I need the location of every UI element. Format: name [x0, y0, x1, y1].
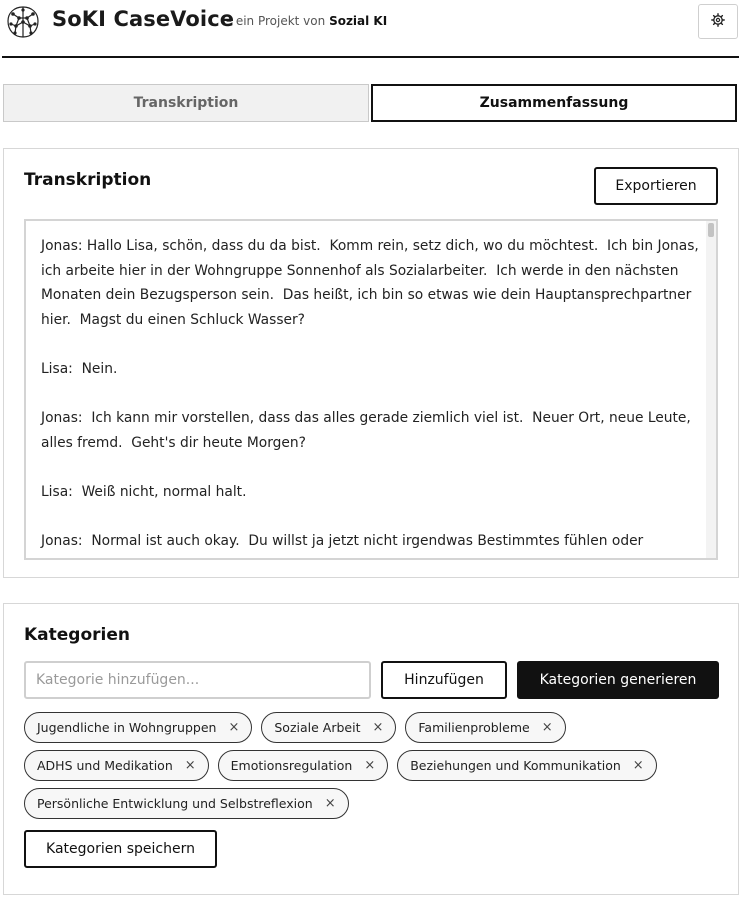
settings-button[interactable] [698, 4, 738, 39]
chip-label: ADHS und Medikation [37, 758, 173, 773]
category-chip [218, 750, 389, 781]
brain-network-icon [4, 4, 42, 40]
chip-label: Emotionsregulation [230, 758, 353, 773]
chip-row [24, 750, 724, 781]
remove-chip-icon[interactable]: × [632, 758, 644, 773]
remove-chip-icon[interactable]: × [228, 720, 240, 735]
app-subtitle [226, 14, 387, 28]
scrollbar-thumb[interactable] [708, 223, 714, 237]
chip-label: Beziehungen und Kommunikation [410, 758, 621, 773]
app-header [0, 0, 742, 58]
category-chip [261, 712, 396, 743]
category-chip [405, 712, 565, 743]
subtitle-prefix: – ein Projekt von [226, 14, 326, 28]
category-input[interactable] [24, 661, 371, 699]
transcript-title: Transkription [24, 170, 152, 190]
header-divider [2, 56, 739, 58]
transcript-text: Jonas: Hallo Lisa, schön, dass du da bist. Komm rein, setz dich, wo du möchtest. Ich bin Jonas, ich arbeite hier in der Wohngruppe Sonnenhof als Sozialarbeiter. Ich werde in den nächsten Monaten dein Bezugsperson sein. Das heißt, ich bin so etwas wie dein Hauptansprechpartner hier. Magst du einen Schluck Wasser? Lisa: Nein. Jonas: Ich kann mir vorstellen, dass das alles gerade ziemlich viel ist. Neuer Ort, neue Leute, alles fremd. Geht's dir heute Morgen? Lisa: Weiß nicht, normal halt. Jonas: Normal ist auch okay. Du willst ja jetzt nicht irgendwas Bestimmtes fühlen oder [41, 238, 699, 550]
generate-categories-button[interactable]: Kategorien generieren [517, 661, 719, 699]
chip-label: Familienprobleme [418, 720, 530, 735]
category-chip [24, 712, 252, 743]
remove-chip-icon[interactable]: × [324, 796, 336, 811]
add-category-button[interactable]: Hinzufügen [381, 661, 507, 699]
transcript-panel [3, 148, 739, 578]
transcript-scrollbar[interactable] [706, 221, 716, 558]
chip-label: Soziale Arbeit [274, 720, 361, 735]
categories-title: Kategorien [24, 625, 130, 645]
app-title: SoKI CaseVoice [52, 7, 235, 31]
tab-transkription[interactable]: Transkription [3, 84, 369, 122]
export-button[interactable]: Exportieren [594, 167, 718, 205]
remove-chip-icon[interactable]: × [364, 758, 376, 773]
categories-panel [3, 603, 739, 895]
tab-zusammenfassung[interactable]: Zusammenfassung [371, 84, 737, 122]
chip-label: Jugendliche in Wohngruppen [37, 720, 217, 735]
category-chip [397, 750, 656, 781]
remove-chip-icon[interactable]: × [372, 720, 384, 735]
gear-icon [711, 12, 725, 31]
remove-chip-icon[interactable]: × [541, 720, 553, 735]
category-chips [24, 712, 724, 826]
subtitle-brand: Sozial KI [329, 14, 388, 28]
save-categories-button[interactable]: Kategorien speichern [24, 830, 217, 868]
remove-chip-icon[interactable]: × [184, 758, 196, 773]
transcript-textarea[interactable] [24, 219, 718, 560]
category-chip [24, 750, 209, 781]
chip-label: Persönliche Entwicklung und Selbstreflexion [37, 796, 313, 811]
chip-row [24, 712, 724, 743]
category-chip [24, 788, 349, 819]
chip-row [24, 788, 724, 819]
